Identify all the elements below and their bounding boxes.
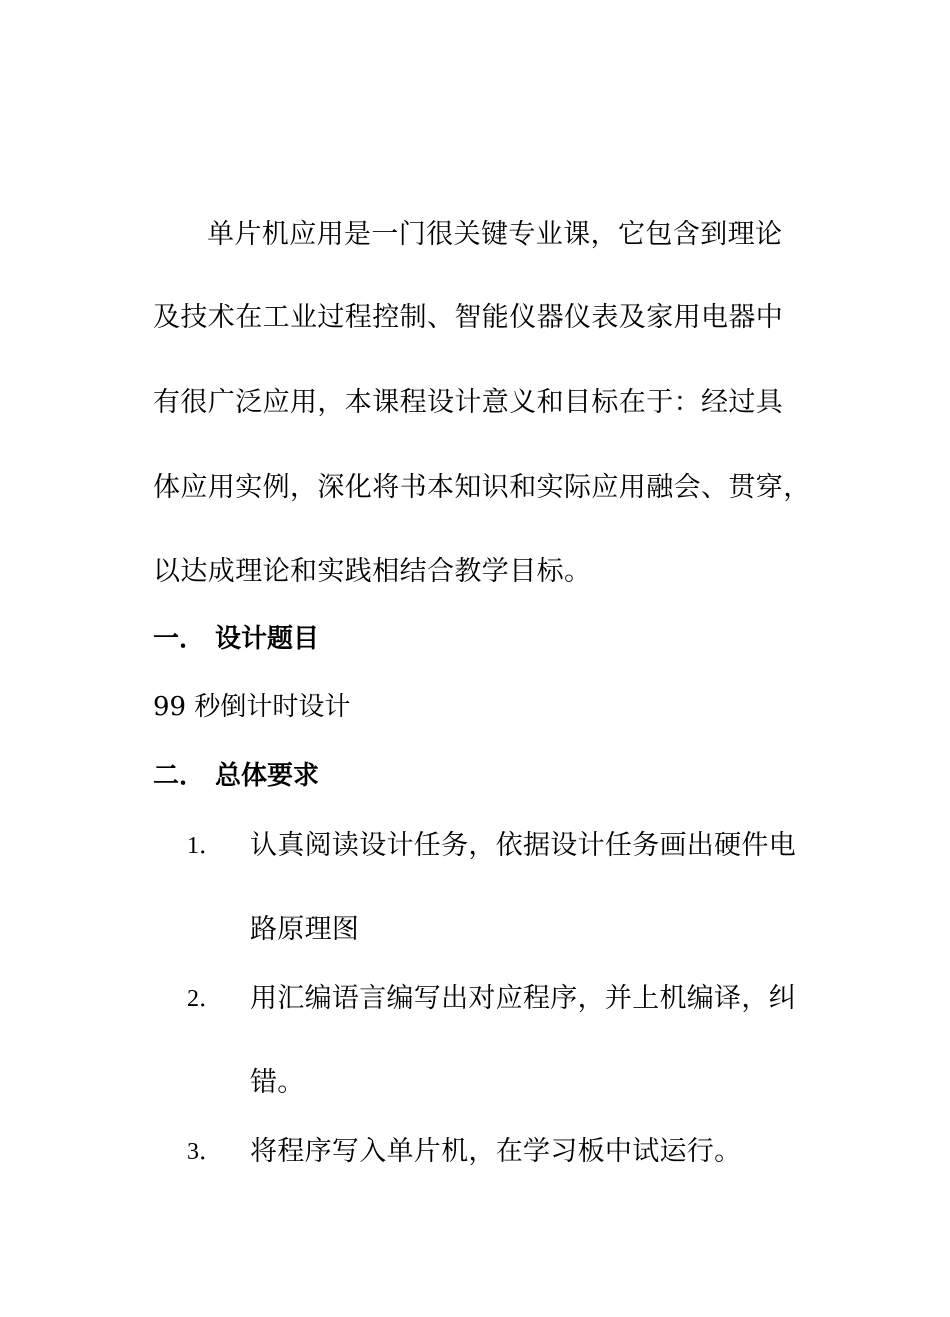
section-title: 设计题目	[215, 624, 320, 654]
intro-line-1: 单片机应用是一门很关键专业课，它包含到理论	[207, 219, 783, 250]
intro-line-3: 有很广泛应用，本课程设计意义和目标在于：经过具	[153, 387, 784, 418]
intro-line-4: 体应用实例，深化将书本知识和实际应用融会、贯穿，	[153, 472, 811, 503]
section-title: 总体要求	[215, 761, 320, 791]
list-item-1-line-2: 路原理图	[250, 914, 360, 945]
section-number: 二．	[153, 761, 206, 791]
list-item-number-2: 2．	[187, 986, 223, 1012]
intro-line-5: 以达成理论和实践相结合教学目标。	[153, 556, 592, 587]
design-topic: 99 秒倒计时设计	[153, 692, 351, 722]
section-number: 一．	[153, 624, 206, 654]
intro-line-2: 及技术在工业过程控制、智能仪器仪表及家用电器中	[153, 302, 784, 333]
list-item-3-line-1: 将程序写入单片机，在学习板中试运行。	[250, 1136, 742, 1167]
list-item-2-line-1: 用汇编语言编写出对应程序，并上机编译，纠	[250, 983, 796, 1014]
list-item-2-line-2: 错。	[250, 1067, 305, 1098]
section-heading-2	[153, 756, 319, 796]
list-item-number-1: 1．	[187, 833, 223, 859]
list-item-1-line-1: 认真阅读设计任务，依据设计任务画出硬件电	[250, 830, 796, 861]
list-item-number-3: 3．	[187, 1139, 223, 1165]
section-heading-1	[153, 619, 319, 659]
